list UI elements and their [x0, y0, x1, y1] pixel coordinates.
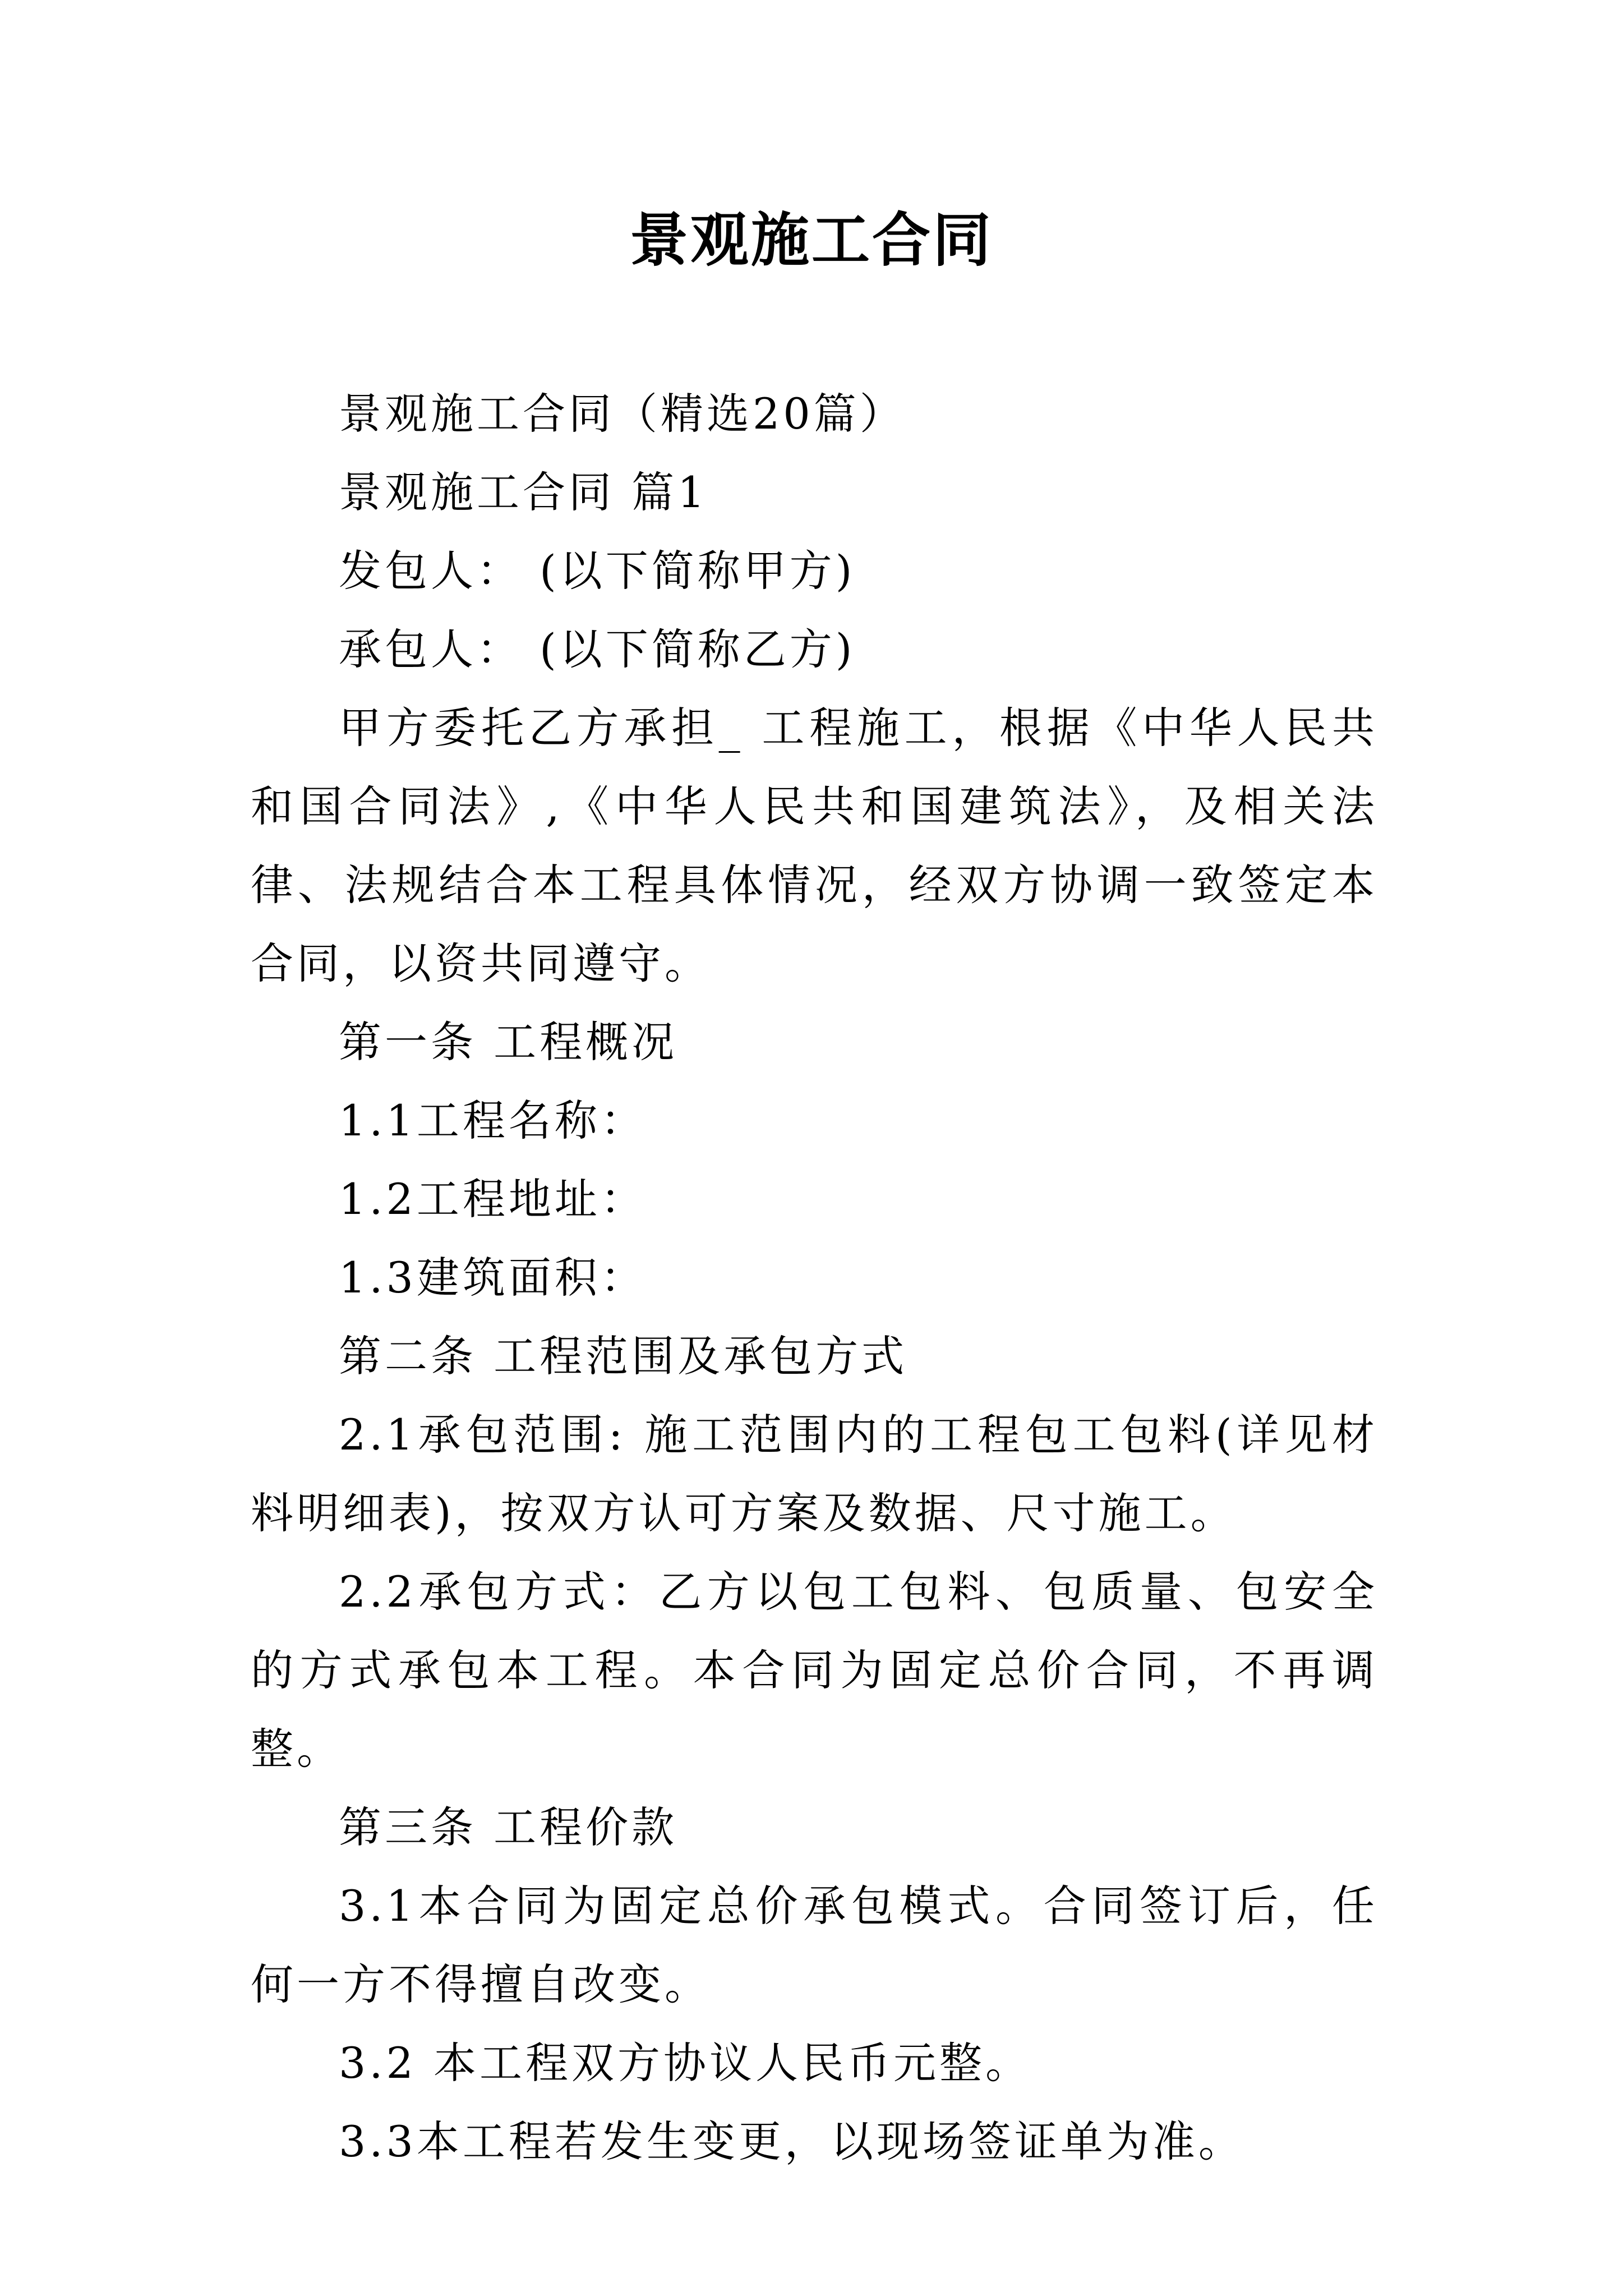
paragraph-3-2: 3.2 本工程双方协议人民币元整。: [339, 2038, 1032, 2088]
paragraph-1-1: 1.1工程名称：: [339, 1096, 647, 1145]
paragraph-article-3-heading: 第三条 工程价款: [339, 1802, 678, 1852]
paragraph-party-a: 发包人： (以下简称甲方): [339, 546, 856, 596]
paragraph-3-1: 3.1本合同为固定总价承包模式。合同签订后，任何一方不得擅自改变。: [251, 1881, 1378, 2009]
paragraph-part-heading: 景观施工合同 篇1: [339, 467, 708, 517]
paragraph-party-b: 承包人： (以下简称乙方): [339, 624, 856, 674]
document-title: 景观施工合同: [629, 205, 993, 274]
paragraph-3-3: 3.3本工程若发生变更，以现场签证单为准。: [339, 2116, 1244, 2166]
paragraph-2-2: 2.2承包方式：乙方以包工包料、包质量、包安全的方式承包本工程。本合同为固定总价合同，不再调整。: [251, 1567, 1378, 1774]
document-body: [251, 375, 1378, 2181]
paragraph-preamble: 甲方委托乙方承担_ 工程施工，根据《中华人民共和国合同法》,《中华人民共和国建筑法》，及相关法律、法规结合本工程具体情况，经双方协调一致签定本合同，以资共同遵守。: [251, 703, 1378, 988]
paragraph-article-2-heading: 第二条 工程范围及承包方式: [339, 1331, 908, 1381]
paragraph-1-3: 1.3建筑面积：: [339, 1253, 647, 1303]
paragraph-subtitle: 景观施工合同（精选20篇）: [339, 389, 906, 439]
paragraph-1-2: 1.2工程地址：: [339, 1174, 647, 1224]
paragraph-2-1: 2.1承包范围: 施工范围内的工程包工包料(详见材料明细表)，按双方认可方案及数据、尺寸施工。: [251, 1410, 1378, 1538]
paragraph-article-1-heading: 第一条 工程概况: [339, 1017, 678, 1067]
